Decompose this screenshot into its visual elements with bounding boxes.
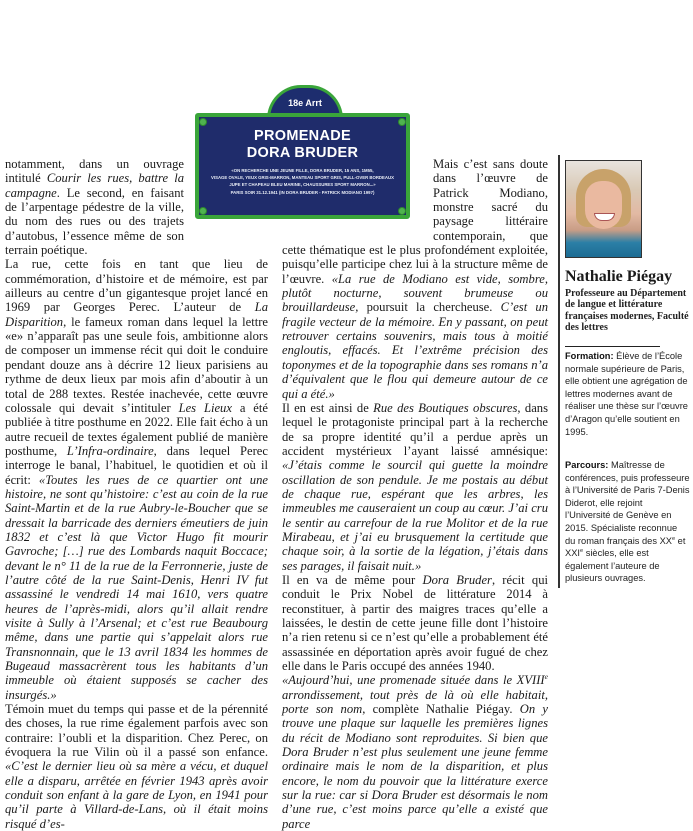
text-run: On y trouve une plaque sur laquelle les premières lignes du récit de Modiano sont reproduites. Si bien que Dora Bruder n’est plus seulement une jeune femme ordinaire mais le nom de la disparition, et plus encore, le nom du pouvoir que la littérature exerce sur la rue: car si Dora Bruder est désormais le nom d’une rue, c’est moins parce qu’elle a existé que parce bbox=[282, 702, 548, 831]
portrait-photo bbox=[565, 160, 642, 258]
text-run: «C’est le dernier lieu où sa mère a vécu, et duquel elle a disparu, arrêtée en février 1943 après avoir conduit son enfant à la gare de Lyon, en 1941 pour qu’il parte à Villard-de-Lans, où il était moins risqué d’es- bbox=[5, 759, 268, 831]
paragraph bbox=[282, 401, 548, 573]
text-run: Les Lieux bbox=[178, 400, 232, 415]
sign-title-line1: PROMENADE bbox=[254, 128, 351, 144]
text-run: C’est un fragile vecteur de la mémoire. En y passant, on peut retrouver certains souvenirs, mais tous à moitié engloutis, effacés. Et l’extrême précision des toponymes et de la topographie dans ses romans n’a d’équivalent que le flou qui demeure autour de ce qui a été.» bbox=[282, 300, 549, 401]
text-run: Mais c’est sans doute dans l’œuvre de Patrick Modiano, monstre sacré du paysage littéraire contemporain, que cette thématique est le plus profondément exploitée, puisqu’elle participe chez lui à la structure même de l’œuvre. bbox=[282, 157, 548, 286]
sign-quote-line: JUPE ET CHAPEAU BLEU MARINE, CHAUSSURES SPORT MARRON...» bbox=[229, 182, 376, 188]
text-run: et XXI bbox=[565, 535, 686, 559]
sidebar-rule bbox=[565, 346, 660, 347]
text-run: Courir les rues, battre la campagne bbox=[5, 171, 184, 200]
text-run: Dora Bruder bbox=[422, 572, 492, 587]
article-column-left bbox=[5, 157, 268, 831]
text-run: Maîtresse de conférences, puis professeure à l’Université de Paris 7-Denis Diderot, elle rejoint l’Université de Genève en 2015. Spécialiste reconnue du roman français des XX bbox=[565, 460, 690, 546]
paragraph bbox=[282, 573, 548, 673]
text-run: Témoin muet du temps qui passe et de la pérennité des choses, la rue rime également parfois avec son contraire: l’oubli et la disparition. Chez Perec, on évoquera la rue Vilin où il a passé son enfance. bbox=[5, 702, 268, 760]
bio-label: Parcours: bbox=[565, 460, 611, 470]
text-run: Élève de l’École normale supérieure de Paris, elle obtient une agrégation de lettres modernes avant de réaliser une thèse sur l’œuvre d’Aragon qu’elle soutient en 1995. bbox=[565, 351, 688, 437]
person-name: Nathalie Piégay bbox=[565, 268, 673, 285]
sign-title-line2: DORA BRUDER bbox=[246, 145, 359, 161]
text-run: «Aujourd’hui, une promenade située dans le XVIII bbox=[282, 673, 545, 688]
text-run: La rue, cette fois en tant que lieu de commémoration, d’histoire et de mémoire, est par ailleurs au centre d’un gigantesque projet lancé en 1969 par Georges Perec. L’auteur de bbox=[5, 257, 268, 315]
text-run: siècles, elle est également l’auteure de plusieurs ouvrages. bbox=[565, 548, 660, 584]
bolt-icon bbox=[398, 118, 406, 126]
paragraph bbox=[5, 702, 268, 831]
text-run: arrondissement, tout près de là où elle habitait, porte son nom bbox=[282, 687, 548, 717]
sign-quote-line: PARIS SOIR 31.12.1941 (IN DORA BRUDER - PATRICK MODIANO 1997) bbox=[230, 189, 375, 195]
text-run: La Disparition bbox=[5, 300, 268, 329]
text-run: Il en va de même pour bbox=[282, 572, 423, 587]
sign-district: 18e Arrt bbox=[267, 85, 343, 119]
text-run: «La rue de Modiano est vide, sombre, plutôt nocturne, souvent brumeuse ou brouillardeuse, bbox=[282, 271, 548, 315]
text-run: Il en est ainsi de bbox=[282, 400, 374, 415]
article-column-middle bbox=[282, 157, 548, 831]
image-wrap-space bbox=[282, 157, 433, 243]
paragraph bbox=[5, 257, 268, 702]
text-run: Rue des Boutiques obscures bbox=[373, 400, 518, 415]
text-run: a été publiée à titre posthume en 2022. Elle fait écho à un autre recueil de textes également publié de manière posthume, bbox=[5, 400, 268, 458]
image-wrap-space bbox=[184, 157, 268, 243]
paragraph bbox=[282, 673, 548, 831]
bolt-icon bbox=[199, 118, 207, 126]
text-run: , récit qui conduit le Prix Nobel de littérature 2014 à reconstituer, à partir des maigres traces qu’elle a laissées, le destin de cette jeune fille dont l’histoire n’a rien retenu si ce n’est qu’elle a probablement été assassinée en déportation après avoir fugué de chez elle dans le Paris occupé des années 1940. bbox=[282, 572, 548, 674]
text-run: e bbox=[544, 672, 548, 682]
sign-quote-line: «ON RECHERCHE UNE JEUNE FILLE, DORA BRUDER, 15 ANS, 1M55, bbox=[231, 168, 374, 173]
text-run: , complète Nathalie Piégay. bbox=[362, 702, 520, 717]
text-run: e bbox=[580, 548, 584, 555]
text-run: e bbox=[671, 535, 676, 542]
bio-formation bbox=[565, 350, 690, 438]
text-run: poursuit la chercheuse. bbox=[358, 300, 501, 315]
bio-parcours bbox=[565, 459, 690, 585]
text-run: L’Infra-ordinaire bbox=[66, 443, 154, 458]
text-run: , dans lequel Perec interroge le banal, l’habituel, le quotidien et où il écrit: bbox=[5, 443, 268, 487]
text-run: . Le second, en faisant de l’arpentage pédestre de la ville, du nom des rues ou des trajets d’autobus, l’essence même de son terrain poétique. bbox=[5, 185, 184, 258]
person-role: Professeure au Département de langue et littérature françaises modernes, Faculté des lettres bbox=[565, 288, 689, 334]
text-run: , dans lequel le protagoniste principal part à la recherche de sa propre identité qu’il a perdue après un accident mystérieux l’ayant laissé amnésique: bbox=[282, 400, 548, 458]
bio-label: Formation: bbox=[565, 351, 617, 361]
text-run: «Toutes les rues de ce quartier ont une histoire, ne sont qu’histoire: c’est au coin de la rue Saint-Martin et de la rue Aubry-le-Boucher que se dressait la barricade des derniers émeutiers de juin 1832 et c’est là que Victor Hugo fit mourir Gavroche; […] rue des Lombards naquit Boccace; devant le n° 11 de la rue de la Ferronnerie, juste de l’autre côté de la rue Saint-Denis, Henri IV fut assassiné le vendredi 14 mai 1610, vers quatre heures de l’après-midi, alors qu’il allait rendre visite à Sully à l’Arsenal; et c’est rue Beaubourg même, dans une partie qui s’appelait alors rue Transnonnain, que le 13 avril 1834 les hommes de Bugeaud massacrèrent tous les habitants d’un immeuble où étaient supposés se cacher des insurgés.» bbox=[5, 472, 268, 702]
text-run: , le fameux roman dans lequel la lettre «e» n’apparaît pas une seule fois, ambitionne alors de composer un immense récit qui doit le conduire pendant douze ans à décrire 12 lieux parisiens au rythme de deux lieux par mois afin d’aboutir à un total de 288 textes. Restée inachevée, cette œuvre colossale qui devait s’intituler bbox=[5, 314, 268, 415]
text-run: notamment, dans un ouvrage intitulé bbox=[5, 157, 184, 186]
sign-quote-line: VISAGE OVALE, YEUX GRIS-MARRON, MANTEAU SPORT GRIS, PULL-OVER BORDEAUX bbox=[211, 175, 394, 181]
sidebar-divider bbox=[558, 155, 560, 588]
text-run: «J’étais comme le sourcil qui guette la moindre oscillation de son pendule. Je me postais au début de chaque rue, espérant que les arbres, les immeubles me causeraient un coup au cœur. J’ai cru le sentir au carrefour de la rue Molitor et de la rue Mirabeau, et j’ai eu brusquement la certitude que chaque soir, à la sortie de la légation, j’étais dans ses parages, il faisait nuit.» bbox=[282, 458, 548, 573]
